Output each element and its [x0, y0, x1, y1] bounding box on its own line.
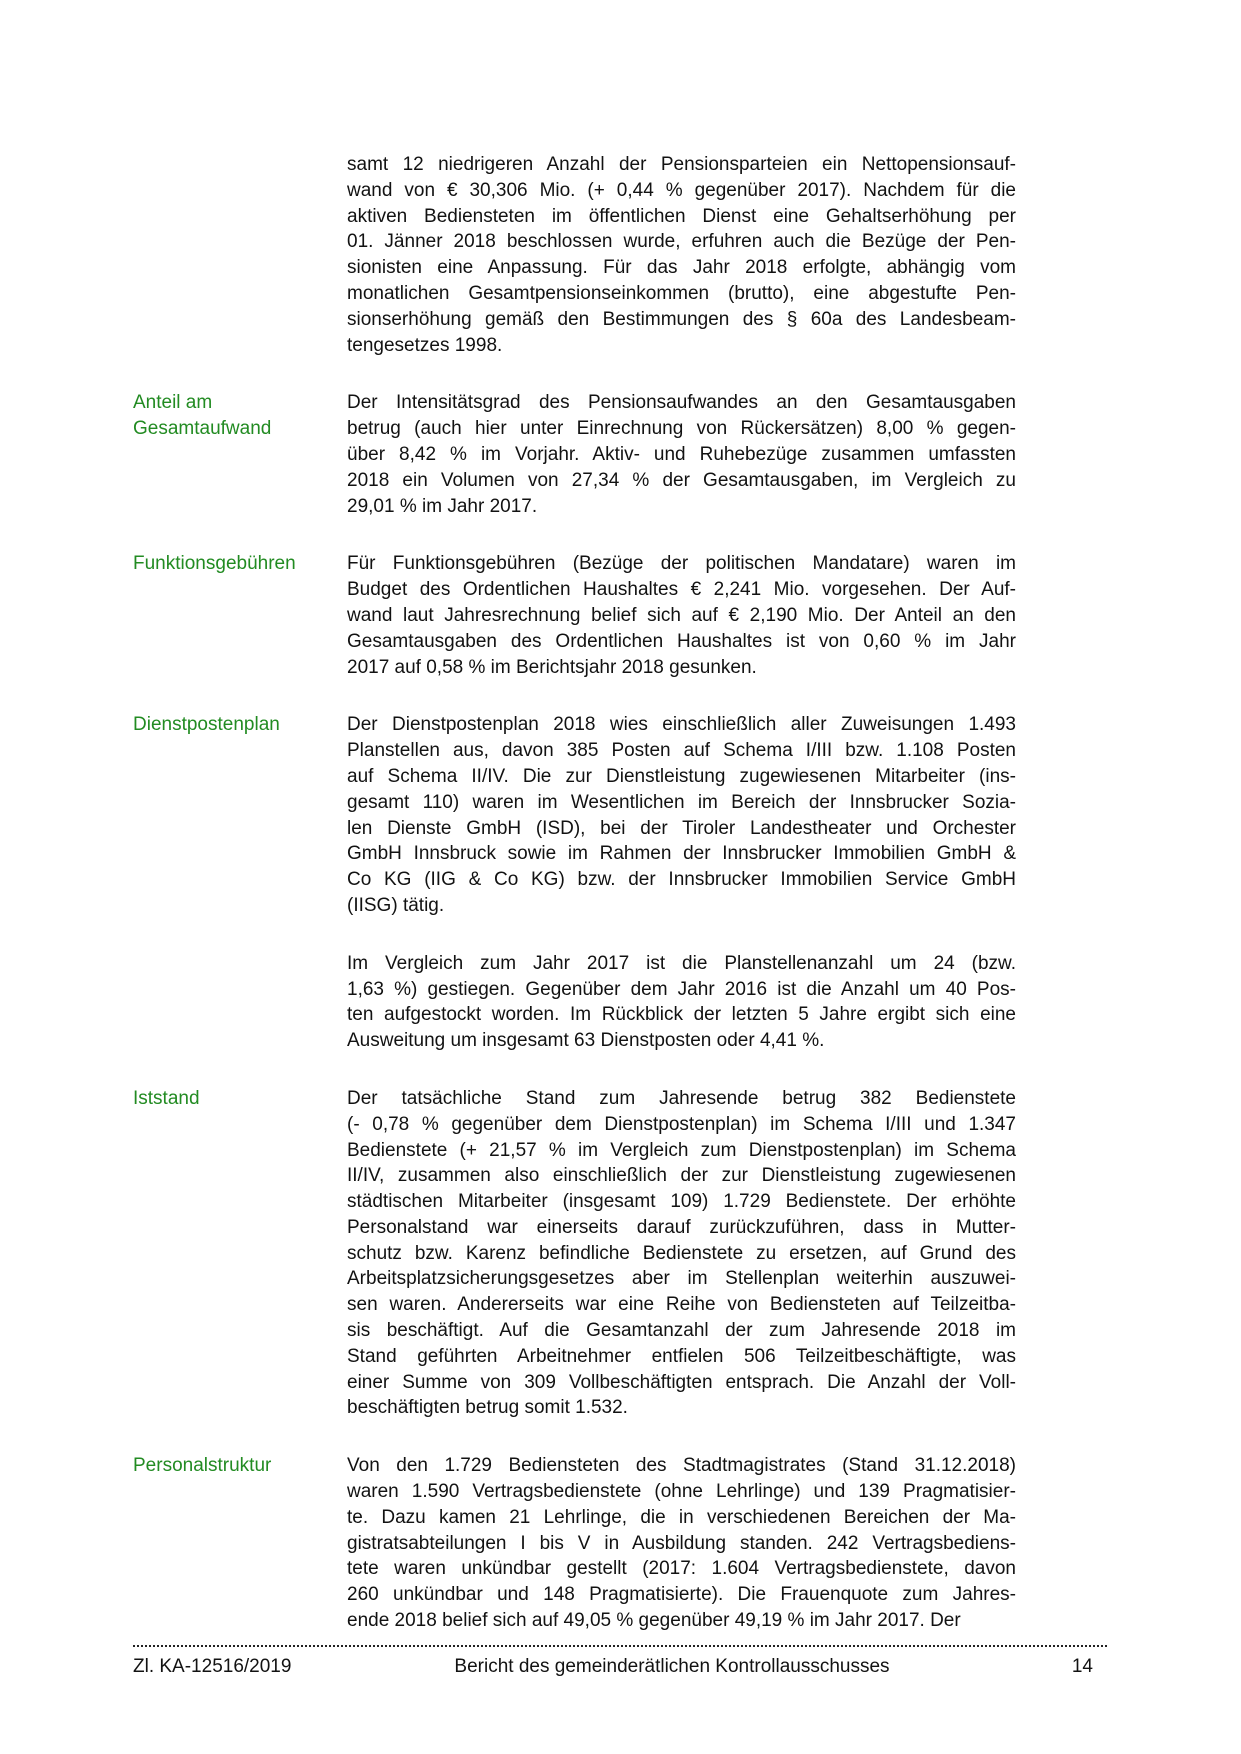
text-line: Arbeitsplatzsicherungsgesetzes aber im Stellenplan weiterhin auszuwei-	[347, 1268, 1016, 1290]
section-label-line: Anteil am	[133, 392, 213, 414]
section-body	[347, 152, 1016, 390]
text-line: wand von € 30,306 Mio. (+ 0,44 % gegenüber 2017). Nachdem für die	[347, 179, 1016, 201]
section-label-line: Personalstruktur	[133, 1455, 272, 1477]
page-footer	[133, 1645, 1107, 1678]
text-line: auf Schema II/IV. Die zur Dienstleistung zugewiesenen Mitarbeiter (ins-	[347, 765, 1016, 787]
text-line: 1,63 %) gestiegen. Gegenüber dem Jahr 2016 ist die Anzahl um 40 Pos-	[347, 978, 1016, 1000]
text-line: tengesetzes 1998.	[347, 334, 503, 356]
text-line: GmbH Innsbruck sowie im Rahmen der Innsbrucker Immobilien GmbH &	[347, 843, 1016, 865]
paragraph	[347, 390, 1016, 519]
text-line: sen waren. Andererseits war eine Reihe von Bediensteten auf Teilzeitba-	[347, 1294, 1016, 1316]
section	[133, 1086, 1016, 1453]
text-line: Im Vergleich zum Jahr 2017 ist die Planstellenanzahl um 24 (bzw.	[347, 952, 1016, 974]
text-line: te. Dazu kamen 21 Lehrlinge, die in verschiedenen Bereichen der Ma-	[347, 1506, 1016, 1528]
text-line: Bedienstete (+ 21,57 % im Vergleich zum Dienstpostenplan) im Schema	[347, 1139, 1016, 1161]
text-line: wand laut Jahresrechnung belief sich auf € 2,190 Mio. Der Anteil an den	[347, 604, 1016, 626]
text-line: 01. Jänner 2018 beschlossen wurde, erfuhren auch die Bezüge der Pen-	[347, 231, 1016, 253]
section	[133, 551, 1016, 712]
text-line: 260 unkündbar und 148 Pragmatisierte). Die Frauenquote zum Jahres-	[347, 1584, 1016, 1606]
text-line: gesamt 110) waren im Wesentlichen im Bereich der Innsbrucker Sozia-	[347, 791, 1016, 813]
section-label	[133, 712, 347, 1086]
document-body	[133, 152, 1016, 1666]
text-line: Budget des Ordentlichen Haushaltes € 2,241 Mio. vorgesehen. Der Auf-	[347, 579, 1016, 601]
section-body	[347, 712, 1016, 1086]
section-label-line: Dienstpostenplan	[133, 714, 280, 736]
footer-page-number: 14	[1071, 1656, 1093, 1677]
footer-reference: Zl. KA-12516/2019	[133, 1656, 292, 1677]
text-line: II/IV, zusammen also einschließlich der zur Dienstleistung zugewiesenen	[347, 1165, 1016, 1187]
section-body	[347, 390, 1016, 551]
section-label-line: Gesamtaufwand	[133, 418, 272, 440]
text-line: sis beschäftigt. Auf die Gesamtanzahl der zum Jahresende 2018 im	[347, 1320, 1016, 1342]
text-line: 2017 auf 0,58 % im Berichtsjahr 2018 gesunken.	[347, 656, 757, 678]
section-label	[133, 1086, 347, 1453]
paragraph	[347, 551, 1016, 680]
text-line: Planstellen aus, davon 385 Posten auf Schema I/III bzw. 1.108 Posten	[347, 740, 1016, 762]
text-line: Von den 1.729 Bediensteten des Stadtmagistrates (Stand 31.12.2018)	[347, 1455, 1016, 1477]
text-line: samt 12 niedrigeren Anzahl der Pensionsparteien ein Nettopensionsauf-	[347, 154, 1016, 175]
text-line: Der Intensitätsgrad des Pensionsaufwandes an den Gesamtausgaben	[347, 392, 1016, 414]
paragraph	[347, 951, 1016, 1054]
text-line: Gesamtausgaben des Ordentlichen Haushaltes ist von 0,60 % im Jahr	[347, 630, 1016, 652]
footer-dotted-rule	[133, 1645, 1107, 1647]
section-label	[133, 390, 347, 551]
section-body	[347, 551, 1016, 712]
section	[133, 712, 1016, 1086]
section-body	[347, 1086, 1016, 1453]
footer-row	[133, 1656, 1107, 1678]
paragraph	[347, 1453, 1016, 1634]
section-label	[133, 152, 347, 390]
text-line: beschäftigten betrug somit 1.532.	[347, 1397, 628, 1419]
text-line: Der tatsächliche Stand zum Jahresende betrug 382 Bedienstete	[347, 1087, 1016, 1109]
text-line: Stand geführten Arbeitnehmer entfielen 506 Teilzeitbeschäftigte, was	[347, 1345, 1016, 1367]
text-line: 2018 ein Volumen von 27,34 % der Gesamtausgaben, im Vergleich zu	[347, 469, 1016, 491]
text-line: Ausweitung um insgesamt 63 Dienstposten oder 4,41 %.	[347, 1030, 825, 1052]
text-line: Co KG (IIG & Co KG) bzw. der Innsbrucker Immobilien Service GmbH	[347, 869, 1016, 891]
text-line: monatlichen Gesamtpensionseinkommen (brutto), eine abgestufte Pen-	[347, 282, 1016, 304]
paragraph	[347, 712, 1016, 918]
text-line: (IISG) tätig.	[347, 894, 445, 916]
text-line: sionserhöhung gemäß den Bestimmungen des § 60a des Landesbeam-	[347, 308, 1016, 330]
text-line: Personalstand war einerseits darauf zurückzuführen, dass in Mutter-	[347, 1216, 1016, 1238]
section-label-line: Funktionsgebühren	[133, 553, 296, 575]
text-line: aktiven Bediensteten im öffentlichen Dienst eine Gehaltserhöhung per	[347, 205, 1016, 227]
section	[133, 1453, 1016, 1666]
section-label	[133, 1453, 347, 1666]
section-body	[347, 1453, 1016, 1666]
text-line: einer Summe von 309 Vollbeschäftigten entsprach. Die Anzahl der Voll-	[347, 1371, 1016, 1393]
text-line: gistratsabteilungen I bis V in Ausbildung standen. 242 Vertragsbediens-	[347, 1532, 1016, 1554]
section-label	[133, 551, 347, 712]
text-line: städtischen Mitarbeiter (insgesamt 109) 1.729 Bedienstete. Der erhöhte	[347, 1191, 1016, 1213]
text-line: betrug (auch hier unter Einrechnung von Rückersätzen) 8,00 % gegen-	[347, 418, 1016, 440]
text-line: len Dienste GmbH (ISD), bei der Tiroler Landestheater und Orchester	[347, 817, 1016, 839]
text-line: (- 0,78 % gegenüber dem Dienstpostenplan) im Schema I/III und 1.347	[347, 1113, 1016, 1135]
section	[133, 390, 1016, 551]
paragraph	[347, 152, 1016, 358]
text-line: Der Dienstpostenplan 2018 wies einschließlich aller Zuweisungen 1.493	[347, 714, 1016, 736]
text-line: über 8,42 % im Vorjahr. Aktiv- und Ruhebezüge zusammen umfassten	[347, 443, 1016, 465]
text-line: tete waren unkündbar gestellt (2017: 1.604 Vertragsbedienstete, davon	[347, 1558, 1016, 1580]
section-label-line: Iststand	[133, 1087, 200, 1109]
text-line: ende 2018 belief sich auf 49,05 % gegenüber 49,19 % im Jahr 2017. Der	[347, 1610, 961, 1632]
text-line: waren 1.590 Vertragsbedienstete (ohne Lehrlinge) und 139 Pragmatisier-	[347, 1481, 1016, 1503]
text-line: Für Funktionsgebühren (Bezüge der politischen Mandatare) waren im	[347, 553, 1016, 575]
text-line: sionisten eine Anpassung. Für das Jahr 2018 erfolgte, abhängig vom	[347, 257, 1016, 279]
text-line: 29,01 % im Jahr 2017.	[347, 495, 538, 517]
text-line: schutz bzw. Karenz befindliche Bedienstete zu ersetzen, auf Grund des	[347, 1242, 1016, 1264]
footer-title: Bericht des gemeinderätlichen Kontrollausschusses	[454, 1656, 890, 1677]
text-line: ten aufgestockt worden. Im Rückblick der letzten 5 Jahre ergibt sich eine	[347, 1004, 1016, 1026]
paragraph	[347, 1086, 1016, 1421]
section	[133, 152, 1016, 390]
